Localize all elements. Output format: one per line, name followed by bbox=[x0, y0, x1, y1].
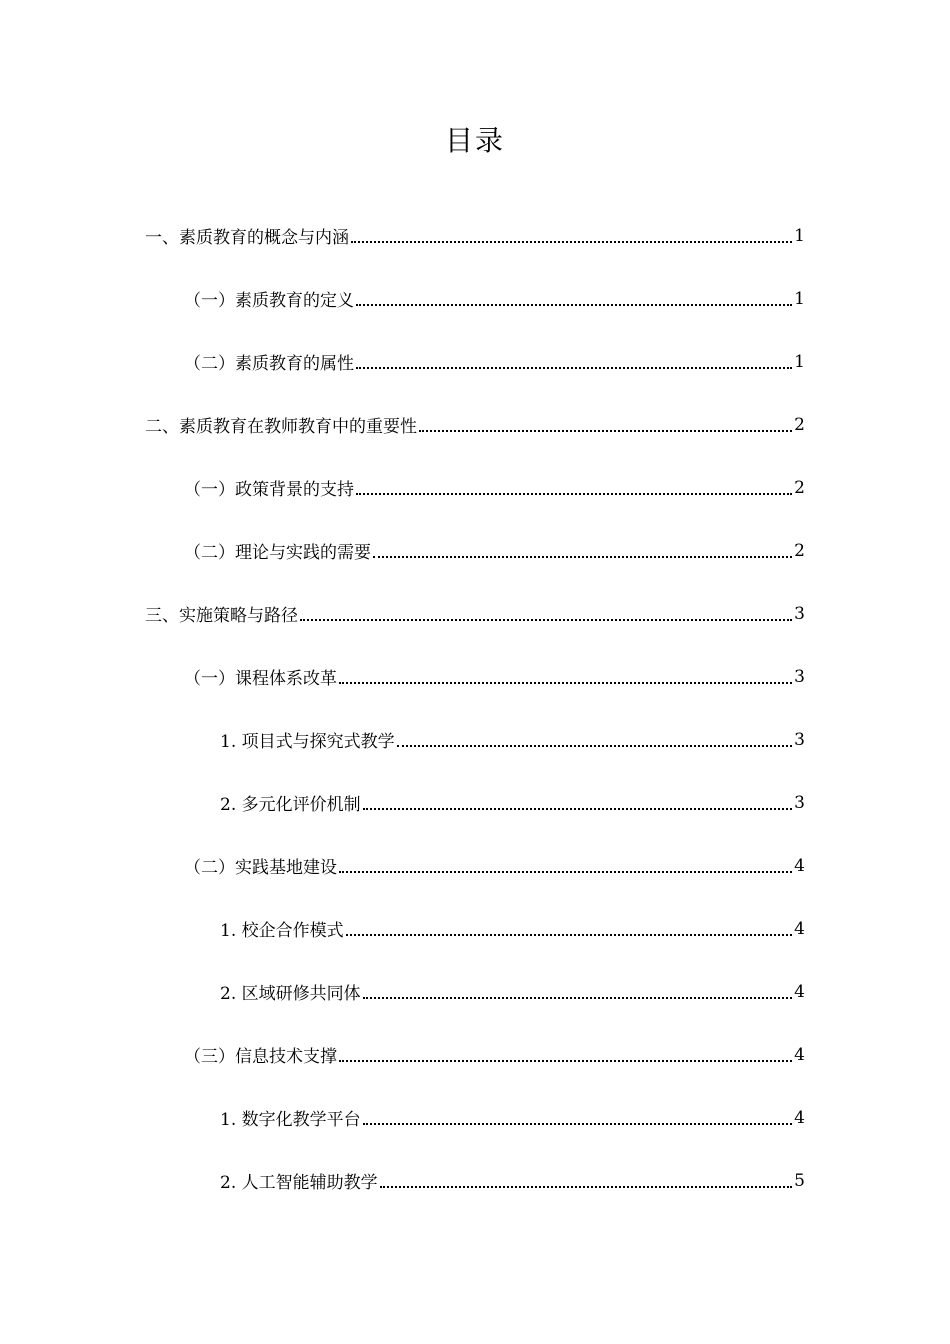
toc-entry[interactable] bbox=[0, 1086, 950, 1149]
toc-entry-text: 2. 人工智能辅助教学 bbox=[220, 1173, 378, 1193]
toc-entry[interactable] bbox=[0, 519, 950, 582]
toc-dot-leader bbox=[373, 556, 792, 558]
toc-entry-text: 2. 区域研修共同体 bbox=[220, 984, 361, 1004]
toc-dot-leader bbox=[351, 241, 792, 243]
toc-list bbox=[0, 204, 950, 1212]
toc-entry-page-number: 5 bbox=[794, 1170, 805, 1191]
toc-entry-page-number: 4 bbox=[794, 1044, 805, 1065]
toc-entry-text: 一、素质教育的概念与内涵 bbox=[145, 228, 349, 248]
toc-entry-page-number: 1 bbox=[794, 288, 805, 309]
toc-entry-page-number: 4 bbox=[794, 918, 805, 939]
toc-entry-text: （一）政策背景的支持 bbox=[184, 480, 354, 500]
toc-entry-page-number: 2 bbox=[794, 414, 805, 435]
toc-entry[interactable] bbox=[0, 1149, 950, 1212]
toc-entry-page-number: 3 bbox=[794, 729, 805, 750]
toc-title: 目录 bbox=[444, 124, 505, 157]
toc-entry-page-number: 3 bbox=[794, 603, 805, 624]
toc-dot-leader bbox=[339, 682, 792, 684]
toc-entry[interactable] bbox=[0, 582, 950, 645]
toc-dot-leader bbox=[356, 493, 792, 495]
toc-entry-text: 三、实施策略与路径 bbox=[145, 606, 298, 626]
toc-entry-page-number: 2 bbox=[794, 477, 805, 498]
toc-dot-leader bbox=[339, 871, 792, 873]
toc-entry-page-number: 4 bbox=[794, 981, 805, 1002]
toc-entry[interactable] bbox=[0, 708, 950, 771]
toc-entry-page-number: 1 bbox=[794, 351, 805, 372]
toc-dot-leader bbox=[339, 1060, 792, 1062]
toc-entry[interactable] bbox=[0, 1023, 950, 1086]
toc-entry[interactable] bbox=[0, 267, 950, 330]
toc-dot-leader bbox=[300, 619, 792, 621]
toc-entry-text: （一）素质教育的定义 bbox=[184, 291, 354, 311]
toc-entry-page-number: 3 bbox=[794, 666, 805, 687]
toc-entry-text: （一）课程体系改革 bbox=[184, 669, 337, 689]
toc-entry-text: （三）信息技术支撑 bbox=[184, 1047, 337, 1067]
toc-entry[interactable] bbox=[0, 456, 950, 519]
toc-dot-leader bbox=[356, 367, 792, 369]
toc-entry-text: 2. 多元化评价机制 bbox=[220, 795, 361, 815]
toc-dot-leader bbox=[397, 745, 793, 747]
toc-entry-text: （二）素质教育的属性 bbox=[184, 354, 354, 374]
toc-dot-leader bbox=[363, 1123, 793, 1125]
toc-entry[interactable] bbox=[0, 204, 950, 267]
toc-entry-text: （二）实践基地建设 bbox=[184, 858, 337, 878]
toc-entry[interactable] bbox=[0, 897, 950, 960]
toc-dot-leader bbox=[363, 808, 793, 810]
toc-entry-text: 1. 数字化教学平台 bbox=[220, 1110, 361, 1130]
toc-entry[interactable] bbox=[0, 960, 950, 1023]
toc-dot-leader bbox=[356, 304, 792, 306]
toc-dot-leader bbox=[419, 430, 792, 432]
toc-entry[interactable] bbox=[0, 771, 950, 834]
toc-entry[interactable] bbox=[0, 645, 950, 708]
toc-entry-text: （二）理论与实践的需要 bbox=[184, 543, 371, 563]
toc-entry[interactable] bbox=[0, 393, 950, 456]
toc-entry[interactable] bbox=[0, 834, 950, 897]
toc-entry[interactable] bbox=[0, 330, 950, 393]
toc-dot-leader bbox=[346, 934, 793, 936]
toc-entry-page-number: 2 bbox=[794, 540, 805, 561]
toc-entry-page-number: 4 bbox=[794, 855, 805, 876]
toc-entry-page-number: 4 bbox=[794, 1107, 805, 1128]
toc-entry-text: 1. 项目式与探究式教学 bbox=[220, 732, 395, 752]
toc-entry-text: 1. 校企合作模式 bbox=[220, 921, 344, 941]
toc-entry-page-number: 3 bbox=[794, 792, 805, 813]
toc-entry-page-number: 1 bbox=[794, 225, 805, 246]
toc-dot-leader bbox=[363, 997, 793, 999]
toc-dot-leader bbox=[380, 1186, 793, 1188]
toc-entry-text: 二、素质教育在教师教育中的重要性 bbox=[145, 417, 417, 437]
